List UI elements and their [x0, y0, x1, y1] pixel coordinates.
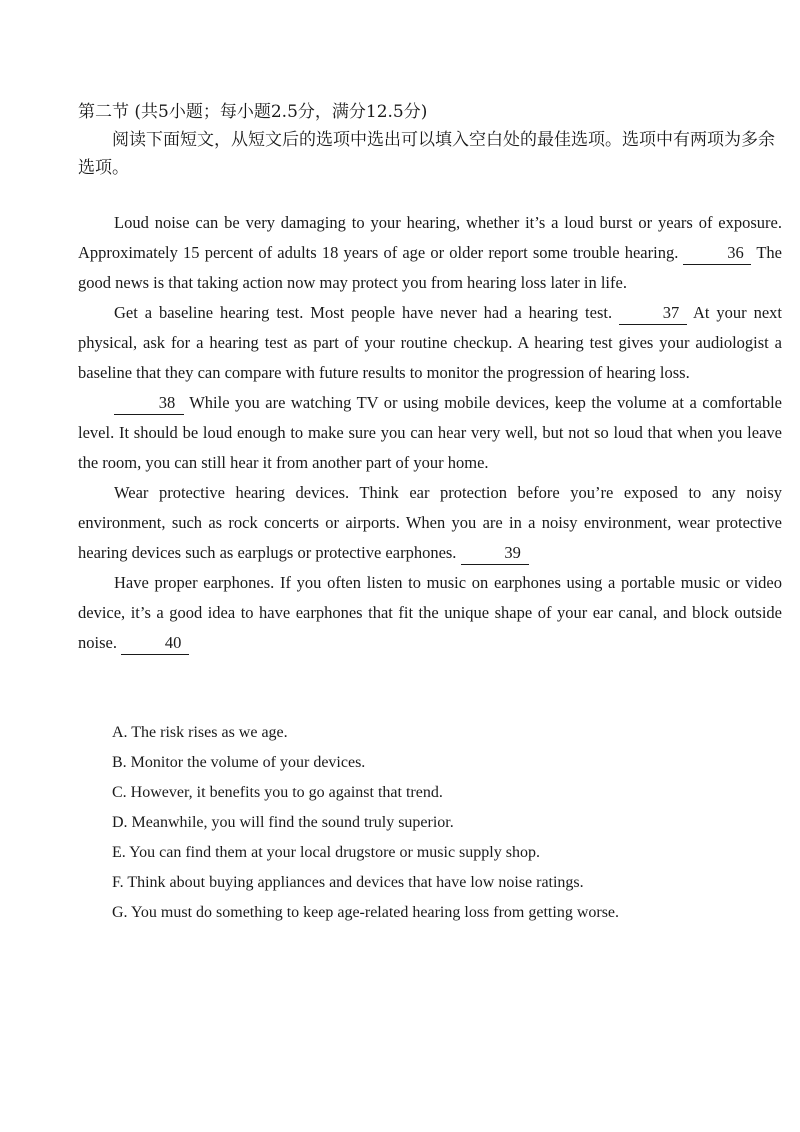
option-f[interactable]: F. Think about buying appliances and devices that have low noise ratings. — [112, 874, 584, 891]
section-title: 第二节 (共5小题；每小题2.5分，满分12.5分) — [78, 102, 428, 122]
option-b[interactable]: B. Monitor the volume of your devices. — [112, 754, 366, 771]
blank-38[interactable]: 38 — [114, 392, 184, 415]
paragraph-text: The good news is that taking action now may protect you from hearing loss later in life. — [78, 243, 782, 292]
paragraph-text: At your next physical, ask for a hearing test as part of your routine checkup. A hearing test gives your audiologist a baseline that they can compare with future results to monitor the progression of hearing loss. — [78, 303, 782, 382]
section-header — [78, 98, 782, 182]
option-d[interactable]: D. Meanwhile, you will find the sound truly superior. — [112, 814, 454, 831]
paragraph-1 — [78, 208, 782, 298]
paragraph-text: Have proper earphones. If you often listen to music on earphones using a portable music or video device, it’s a good idea to have earphones that fit the unique shape of your ear canal, and block outside noise. — [78, 573, 782, 652]
blank-37[interactable]: 37 — [619, 302, 687, 325]
option-a[interactable]: A. The risk rises as we age. — [112, 724, 288, 741]
paragraph-text: Loud noise can be very damaging to your hearing, whether it’s a loud burst or years of exposure. Approximately 15 percent of adults 18 years of age or older report some trouble hearing. — [78, 213, 782, 262]
option-e[interactable]: E. You can find them at your local drugstore or music supply shop. — [112, 844, 540, 861]
blank-39[interactable]: 39 — [461, 542, 529, 565]
paragraph-text: Wear protective hearing devices. Think ear protection before you’re exposed to any noisy environment, such as rock concerts or airports. When you are in a noisy environment, wear protective hearing devices such as earplugs or protective earphones. — [78, 483, 782, 562]
answer-options — [112, 718, 752, 928]
paragraph-text: While you are watching TV or using mobile devices, keep the volume at a comfortable level. It should be loud enough to make sure you can hear very well, but not so loud that when you leave the room, you can still hear it from another part of your home. — [78, 393, 782, 472]
blank-36[interactable]: 36 — [683, 242, 751, 265]
instructions: 阅读下面短文，从短文后的选项中选出可以填入空白处的最佳选项。选项中有两项为多余选项。 — [78, 130, 775, 178]
option-c[interactable]: C. However, it benefits you to go against that trend. — [112, 784, 443, 801]
option-g[interactable]: G. You must do something to keep age-related hearing loss from getting worse. — [112, 904, 620, 921]
paragraph-5 — [78, 568, 782, 658]
blank-40[interactable]: 40 — [121, 632, 189, 655]
paragraph-text: Get a baseline hearing test. Most people have never had a hearing test. — [114, 303, 619, 322]
paragraph-2 — [78, 298, 782, 388]
paragraph-4 — [78, 478, 782, 568]
reading-passage — [78, 208, 782, 658]
paragraph-3 — [78, 388, 782, 478]
